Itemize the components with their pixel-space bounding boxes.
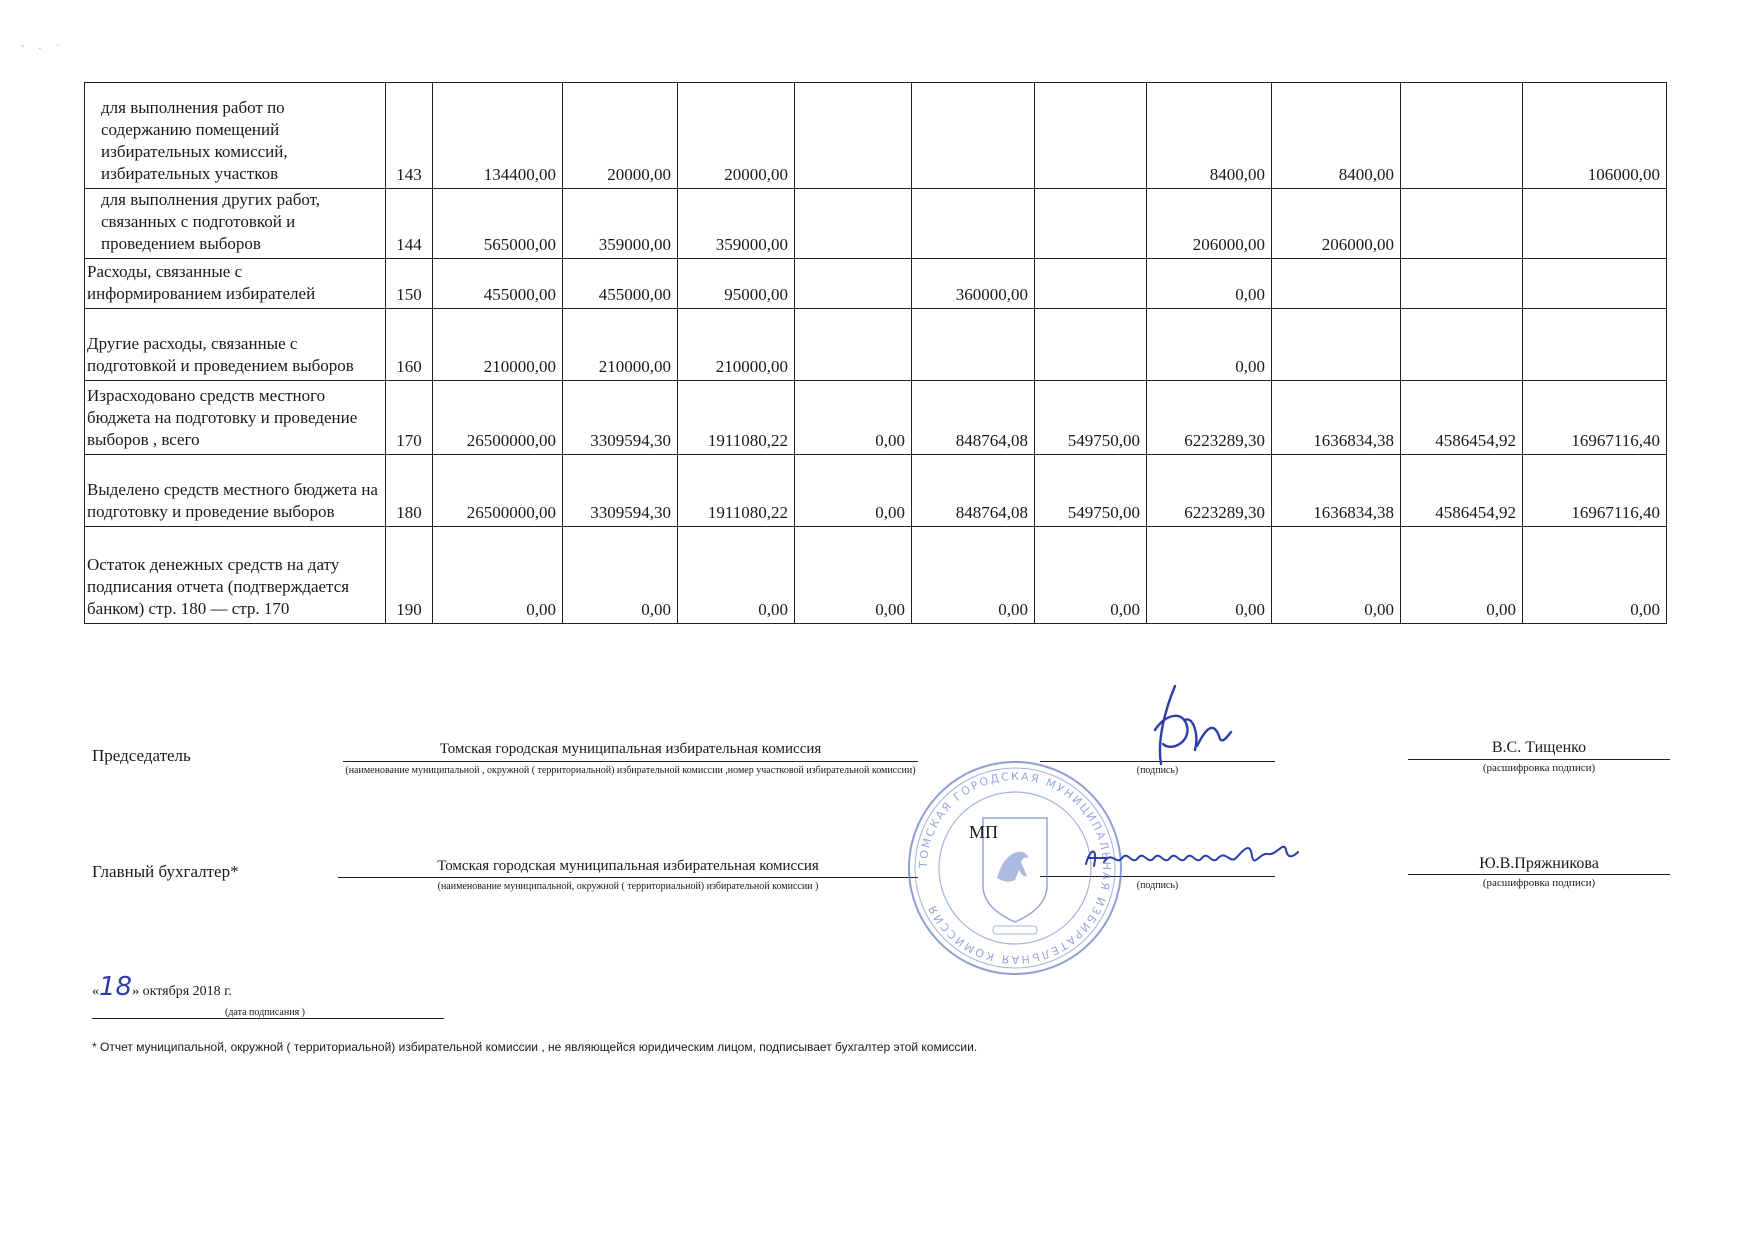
row-value: 206000,00 (1147, 189, 1272, 259)
chairman-commission-line (343, 761, 918, 762)
row-value: 0,00 (563, 527, 678, 624)
row-code: 170 (386, 381, 433, 455)
row-name: для выполнения работ по содержанию помещений избирательных комиссий, избирательных участков (85, 83, 386, 189)
row-value: 455000,00 (433, 259, 563, 309)
chairman-commission-caption: (наименование муниципальной , окружной ( территориальной) избирательной комиссии ,номер участковой избирательной комиссии) (345, 765, 916, 776)
row-value: 0,00 (795, 381, 912, 455)
accountant-label: Главный бухгалтер* (92, 862, 239, 881)
row-value (1035, 83, 1147, 189)
row-code: 143 (386, 83, 433, 189)
row-value: 106000,00 (1523, 83, 1667, 189)
row-value (1523, 189, 1667, 259)
row-value: 4586454,92 (1401, 381, 1523, 455)
row-name: Остаток денежных средств на дату подписания отчета (подтверждается банком) стр. 180 — стр. 170 (85, 527, 386, 624)
row-value: 0,00 (1272, 527, 1401, 624)
row-value: 20000,00 (678, 83, 795, 189)
row-value: 0,00 (1523, 527, 1667, 624)
row-value (1401, 259, 1523, 309)
scan-speck: ' · ` (22, 44, 66, 55)
row-value (1523, 259, 1667, 309)
row-value (1401, 83, 1523, 189)
table-row (85, 259, 1667, 309)
row-value (795, 259, 912, 309)
row-value (795, 83, 912, 189)
date-day: 18 (99, 972, 133, 1002)
row-code: 150 (386, 259, 433, 309)
row-value: 565000,00 (433, 189, 563, 259)
table-row (85, 455, 1667, 527)
chairman-name-caption: (расшифровка подписи) (1482, 762, 1596, 774)
table-row (85, 381, 1667, 455)
row-value (1401, 189, 1523, 259)
row-value: 0,00 (912, 527, 1035, 624)
stamp-mp-label: МП (969, 822, 999, 842)
table-row (85, 309, 1667, 381)
row-value (1523, 309, 1667, 381)
date-rest: октября 2018 г. (142, 984, 232, 999)
row-value (912, 189, 1035, 259)
row-value (1035, 259, 1147, 309)
row-value: 6223289,30 (1147, 455, 1272, 527)
row-value: 4586454,92 (1401, 455, 1523, 527)
row-name: для выполнения других работ, связанных с подготовкой и проведением выборов (85, 189, 386, 259)
accountant-signature-icon (1080, 836, 1305, 884)
row-value: 26500000,00 (433, 455, 563, 527)
row-value: 0,00 (678, 527, 795, 624)
chairman-name-line (1408, 759, 1670, 760)
chairman-signature-caption: (подпись) (1136, 765, 1179, 776)
row-value: 134400,00 (433, 83, 563, 189)
row-value: 549750,00 (1035, 381, 1147, 455)
row-name: Израсходовано средств местного бюджета на подготовку и проведение выборов , всего (85, 381, 386, 455)
accountant-commission: Томская городская муниципальная избирательная комиссия (437, 858, 819, 874)
table-row (85, 527, 1667, 624)
accountant-name-caption: (расшифровка подписи) (1482, 877, 1596, 889)
accountant-commission-line (338, 877, 918, 878)
date-caption: (дата подписания ) (224, 1007, 305, 1018)
stamp-ring-text: ТОМСКАЯ ГОРОДСКАЯ МУНИЦИПАЛЬНАЯ ИЗБИРАТЕЛЬНАЯ КОМИССИЯ (916, 769, 1114, 967)
row-value: 455000,00 (563, 259, 678, 309)
row-value (1401, 309, 1523, 381)
row-value (795, 309, 912, 381)
row-value: 0,00 (1401, 527, 1523, 624)
chairman-signature-icon (1135, 680, 1245, 772)
accountant-signature-caption: (подпись) (1136, 880, 1179, 891)
row-value: 210000,00 (678, 309, 795, 381)
row-value: 0,00 (795, 455, 912, 527)
accountant-name: Ю.В.Пряжникова (1479, 855, 1599, 872)
row-name: Выделено средств местного бюджета на подготовку и проведение выборов (85, 455, 386, 527)
table-body (85, 83, 1667, 624)
row-value (1272, 309, 1401, 381)
row-value: 95000,00 (678, 259, 795, 309)
chairman-commission: Томская городская муниципальная избирательная комиссия (439, 741, 822, 757)
date-open-quote: « (92, 984, 99, 999)
row-value (912, 83, 1035, 189)
row-value (1035, 189, 1147, 259)
row-value: 359000,00 (678, 189, 795, 259)
row-value: 1636834,38 (1272, 381, 1401, 455)
row-value: 848764,08 (912, 381, 1035, 455)
date-close-quote: » (132, 984, 140, 999)
row-value: 0,00 (1147, 309, 1272, 381)
row-value: 0,00 (795, 527, 912, 624)
row-value: 26500000,00 (433, 381, 563, 455)
row-value: 16967116,40 (1523, 381, 1667, 455)
row-code: 180 (386, 455, 433, 527)
row-value: 20000,00 (563, 83, 678, 189)
row-name: Расходы, связанные с информированием избирателей (85, 259, 386, 309)
row-code: 190 (386, 527, 433, 624)
table-row (85, 83, 1667, 189)
row-value: 360000,00 (912, 259, 1035, 309)
row-value: 3309594,30 (563, 381, 678, 455)
row-value: 0,00 (1147, 259, 1272, 309)
row-value: 3309594,30 (563, 455, 678, 527)
footnote: * Отчет муниципальной, окружной ( территориальной) избирательной комиссии , не являющейся юридическим лицом, подписывает бухгалтер этой комиссии. (92, 1040, 978, 1054)
row-value (1035, 309, 1147, 381)
row-value: 8400,00 (1272, 83, 1401, 189)
row-value: 1911080,22 (678, 455, 795, 527)
row-value: 549750,00 (1035, 455, 1147, 527)
row-value: 1911080,22 (678, 381, 795, 455)
row-value: 0,00 (433, 527, 563, 624)
chairman-label: Председатель (92, 746, 191, 765)
accountant-name-line (1408, 874, 1670, 875)
row-value: 6223289,30 (1147, 381, 1272, 455)
table-row (85, 189, 1667, 259)
row-value: 0,00 (1035, 527, 1147, 624)
row-value: 210000,00 (563, 309, 678, 381)
accountant-commission-caption: (наименование муниципальной, окружной ( территориальной) избирательной комиссии ) (437, 881, 819, 892)
row-value: 206000,00 (1272, 189, 1401, 259)
row-value: 848764,08 (912, 455, 1035, 527)
row-value: 16967116,40 (1523, 455, 1667, 527)
row-value: 359000,00 (563, 189, 678, 259)
row-value: 8400,00 (1147, 83, 1272, 189)
chairman-name: В.С. Тищенко (1491, 739, 1587, 756)
signing-date (92, 972, 232, 1002)
row-name: Другие расходы, связанные с подготовкой и проведением выборов (85, 309, 386, 381)
row-code: 144 (386, 189, 433, 259)
row-value: 1636834,38 (1272, 455, 1401, 527)
row-value (912, 309, 1035, 381)
row-value: 0,00 (1147, 527, 1272, 624)
row-value (1272, 259, 1401, 309)
report-table (84, 82, 1667, 624)
row-value (795, 189, 912, 259)
row-code: 160 (386, 309, 433, 381)
row-value: 210000,00 (433, 309, 563, 381)
